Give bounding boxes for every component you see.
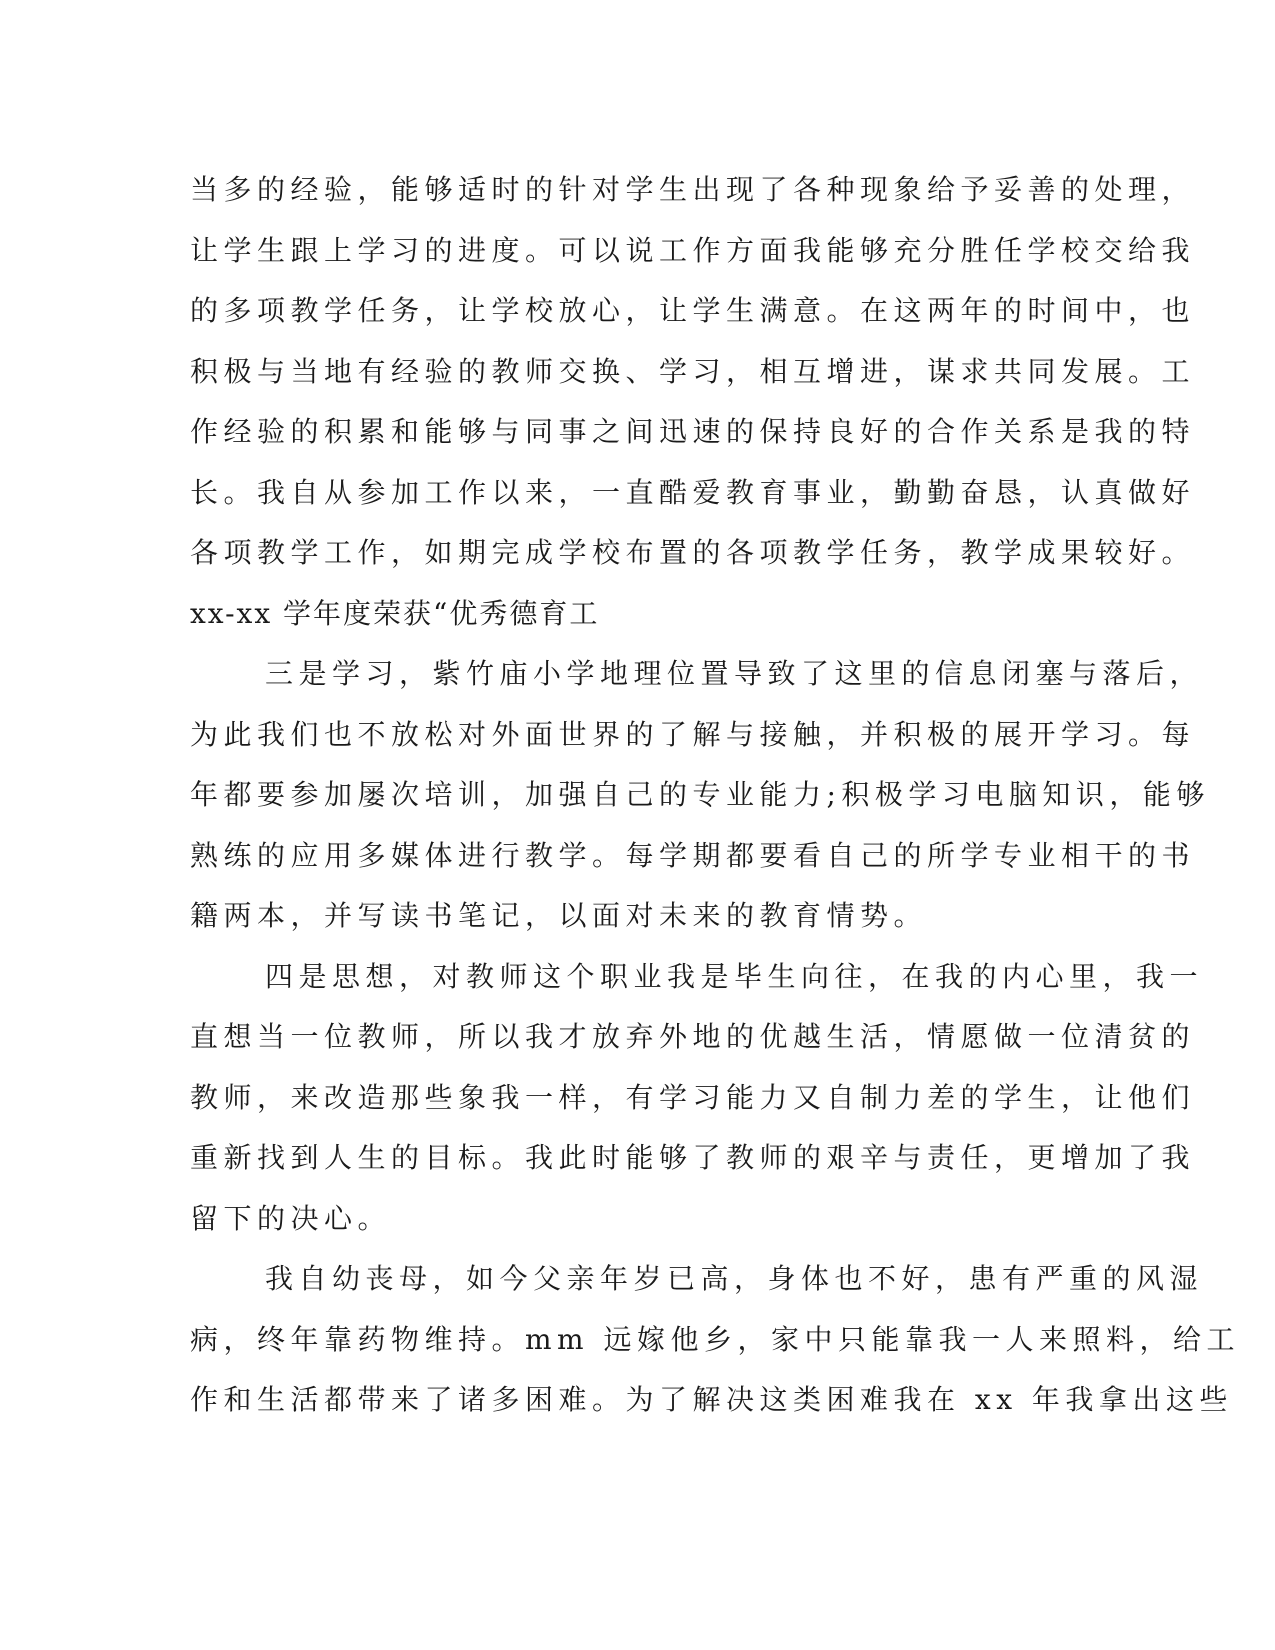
text-line: 的多项教学任务，让学校放心，让学生满意。在这两年的时间中，也 xyxy=(190,294,1196,327)
paragraph-first-line: 我自幼丧母，如今父亲年岁已高，身体也不好，患有严重的风湿 xyxy=(265,1262,1204,1295)
text-line: 直想当一位教师，所以我才放弃外地的优越生活，情愿做一位清贫的 xyxy=(190,1020,1196,1053)
text-line: 病，终年靠药物维持。mm 远嫁他乡，家中只能靠我一人来照料，给工 xyxy=(190,1322,1241,1356)
text-line: 让学生跟上学习的进度。可以说工作方面我能够充分胜任学校交给我 xyxy=(190,233,1196,267)
text-line: 积极与当地有经验的教师交换、学习，相互增进，谋求共同发展。工 xyxy=(190,354,1196,388)
text-line: 籍两本，并写读书笔记，以面对未来的教育情势。 xyxy=(190,899,928,932)
text-line: 作和生活都带来了诸多困难。为了解决这类困难我在 xx 年我拿出这些 xyxy=(190,1383,1233,1416)
text-line: 当多的经验，能够适时的针对学生出现了各种现象给予妥善的处理， xyxy=(190,173,1196,206)
text-line: 重新找到人生的目标。我此时能够了教师的艰辛与责任，更增加了我 xyxy=(190,1141,1196,1174)
text-line: 各项教学工作，如期完成学校布置的各项教学任务，教学成果较好。 xyxy=(190,536,1196,569)
body-text xyxy=(190,160,1241,1431)
text-line: 为此我们也不放松对外面世界的了解与接触，并积极的展开学习。每 xyxy=(190,717,1196,751)
text-line: 留下的决心。 xyxy=(190,1201,392,1235)
text-line: 作经验的积累和能够与同事之间迅速的保持良好的合作关系是我的特 xyxy=(190,415,1196,448)
text-line: 教师，来改造那些象我一样，有学习能力又自制力差的学生，让他们 xyxy=(190,1080,1196,1114)
text-line: xx-xx 学年度荣获“优秀德育工 xyxy=(190,596,600,630)
text-line: 年都要参加屡次培训，加强自己的专业能力;积极学习电脑知识，能够 xyxy=(190,778,1210,811)
paragraph-first-line: 三是学习，紫竹庙小学地理位置导致了这里的信息闭塞与落后， xyxy=(265,657,1204,690)
text-line: 长。我自从参加工作以来，一直酷爱教育事业，勤勤奋恳，认真做好 xyxy=(190,475,1196,509)
paragraph-first-line: 四是思想，对教师这个职业我是毕生向往，在我的内心里，我一 xyxy=(265,959,1204,993)
text-line: 熟练的应用多媒体进行教学。每学期都要看自己的所学专业相干的书 xyxy=(190,838,1196,872)
